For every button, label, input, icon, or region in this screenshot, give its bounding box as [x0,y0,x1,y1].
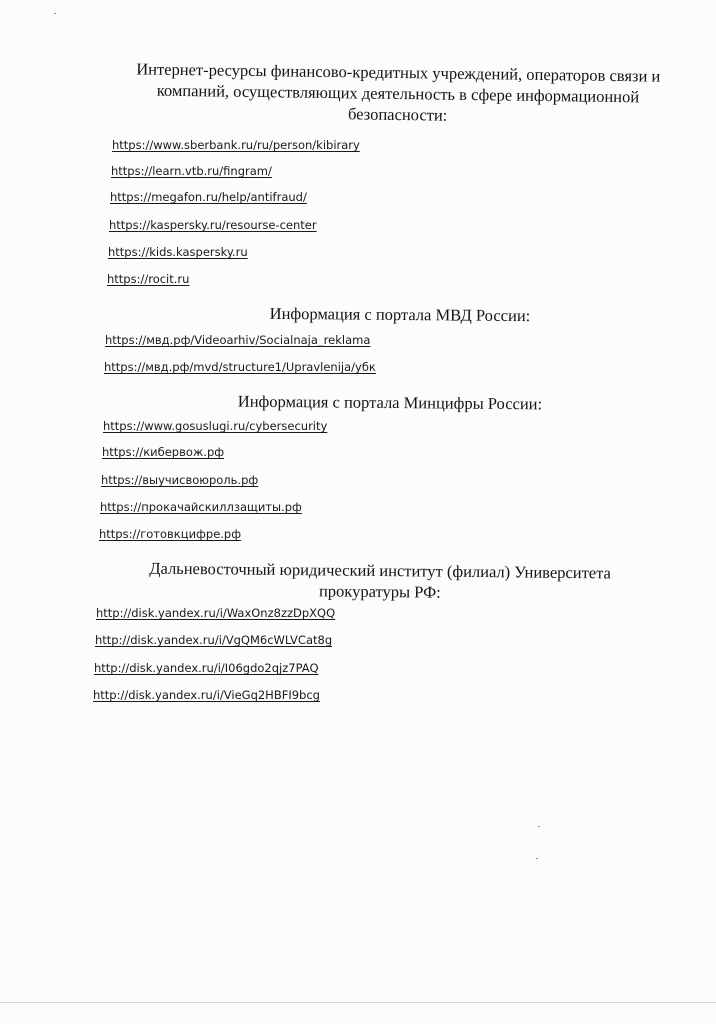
link-prokachayskillzashchity[interactable]: https://прокачайскиллзащиты.рф [100,500,302,514]
link-yandex-disk-3[interactable]: http://disk.yandex.ru/i/I06gdo2qjz7PAQ [94,661,319,675]
scan-speck [54,13,56,14]
link-vtb-fingram[interactable]: https://learn.vtb.ru/fingram/ [111,164,272,178]
section-heading-far-eastern-institute [120,557,640,604]
section-heading-mintsifry [160,390,620,415]
link-kaspersky-resource-center[interactable]: https://kaspersky.ru/resourse-center [109,218,317,232]
link-yandex-disk-1[interactable]: http://disk.yandex.ru/i/WaxOnz8zzDpXQQ [96,606,336,620]
link-gotovkcifre[interactable]: https://готовкцифре.рф [99,527,242,541]
link-sberbank[interactable]: https://www.sberbank.ru/ru/person/kibirary [112,138,360,152]
heading-line: Интернет-ресурсы финансово-кредитных учреждений, операторов связи и [136,59,661,86]
link-vyuchisvoyurol[interactable]: https://выучисвоюроль.рф [101,473,259,487]
link-gosuslugi-cybersecurity[interactable]: https://www.gosuslugi.ru/cybersecurity [103,419,328,433]
link-yandex-disk-4[interactable]: http://disk.yandex.ru/i/VieGq2HBFI9bcg [93,688,320,702]
link-kids-kaspersky[interactable]: https://kids.kaspersky.ru [108,245,248,259]
heading-line: Информация с портала Минцифры России: [237,391,543,414]
scan-speck [538,826,540,827]
link-mvd-social-advertising[interactable]: https://мвд.рф/Videoarhiv/Socialnaja_reklama [105,333,371,347]
page-bottom-edge [0,1002,716,1003]
scan-speck [536,858,538,859]
section-heading-mvd [180,302,620,327]
link-megafon-antifraud[interactable]: https://megafon.ru/help/antifraud/ [110,190,307,204]
heading-line: безопасности: [347,104,448,125]
section-heading-financial [118,58,679,129]
heading-line: компаний, осуществляющих деятельность в сфере информационной [156,80,640,107]
link-kiberzozh[interactable]: https://кибервож.рф [102,445,225,459]
link-mvd-ubk[interactable]: https://мвд.рф/mvd/structure1/Upravlenija/убк [104,360,376,374]
heading-line: прокуратуры РФ: [318,581,441,602]
heading-line: Дальневосточный юридический институт (филиал) Университета [149,558,612,583]
heading-line: Информация с портала МВД России: [269,303,531,326]
link-yandex-disk-2[interactable]: http://disk.yandex.ru/i/VgQM6cWLVCat8g [95,633,333,647]
link-rocit[interactable]: https://rocit.ru [107,272,190,286]
